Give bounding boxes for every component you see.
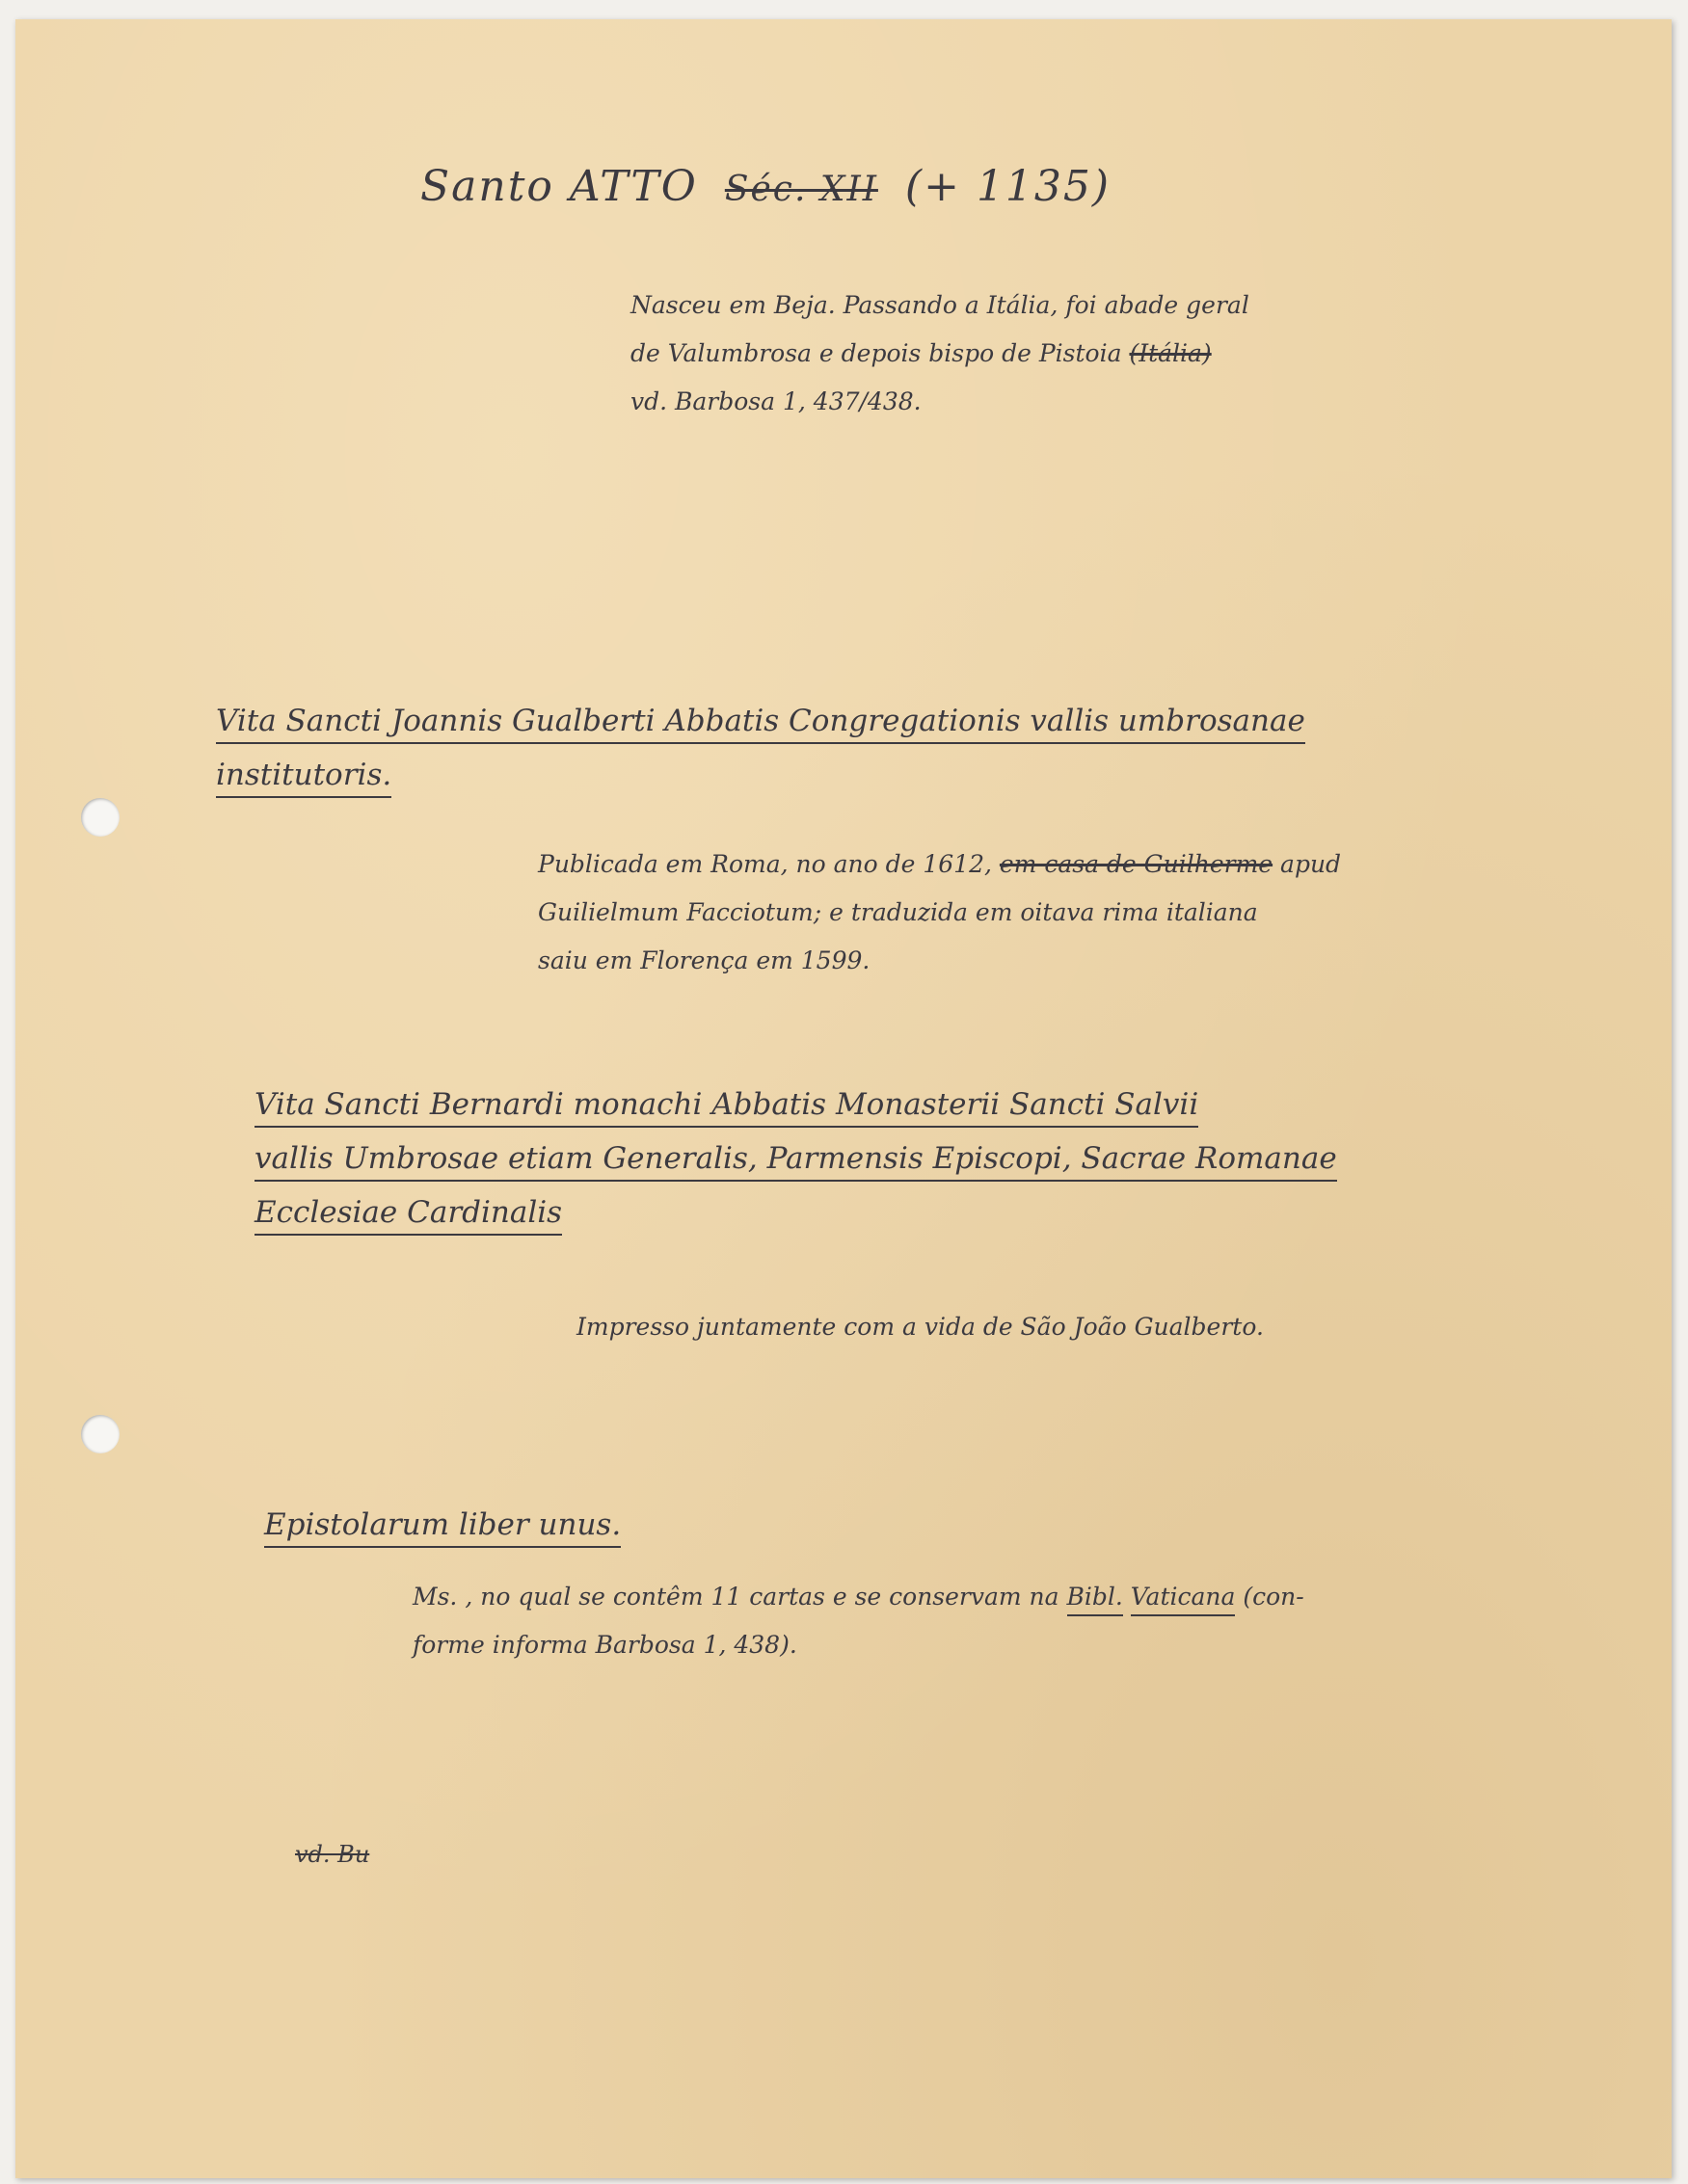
work-3-note-line-1-b: (con- xyxy=(1243,1583,1304,1611)
work-1-note-line-1 xyxy=(538,840,1341,889)
work-3-note-line-1 xyxy=(413,1573,1304,1621)
bio-line-2-struck: (Itália) xyxy=(1129,339,1212,367)
punch-hole-upper xyxy=(81,798,120,837)
work-1-note-line-1-b: apud xyxy=(1280,850,1342,878)
work-1-note-line-3: saiu em Florença em 1599. xyxy=(538,946,871,974)
title-dates: (+ 1135) xyxy=(904,162,1112,211)
work-1-title xyxy=(216,694,1305,802)
paper-sheet xyxy=(15,19,1672,2178)
bio-line-2 xyxy=(630,330,1249,378)
footer-initials: vd. Bu xyxy=(295,1841,370,1868)
work-2-title-line-2 xyxy=(255,1132,1337,1185)
work-3-note-line-1-u2: Vaticana xyxy=(1131,1583,1236,1616)
work-3-title xyxy=(264,1498,621,1552)
work-2-title xyxy=(255,1078,1337,1239)
title-name: Santo ATTO xyxy=(420,162,698,211)
work-3-note xyxy=(413,1573,1304,1669)
bio-line-3: vd. Barbosa 1, 437/438. xyxy=(630,387,922,415)
work-2-title-line-2-c: , Sacrae Romanae xyxy=(1062,1141,1337,1182)
work-3-note-line-1-a: Ms. , no qual se contêm 11 cartas e se conservam na xyxy=(413,1583,1059,1611)
work-1-note-line-1-a: Publicada em Roma, no ano de 1612, xyxy=(538,850,992,878)
work-2-title-line-1: Vita Sancti Bernardi monachi Abbatis Monasterii Sancti Salvii xyxy=(255,1087,1198,1128)
work-3-title-line-1: Epistolarum liber unus. xyxy=(264,1507,621,1548)
bio-line-1: Nasceu em Beja. Passando a Itália, foi abade geral xyxy=(630,291,1249,319)
work-2-note-line-1: Impresso juntamente com a vida de São João Gualberto. xyxy=(576,1313,1264,1341)
bio-line-2-text: de Valumbrosa e depois bispo de Pistoia xyxy=(630,339,1122,367)
work-1-note-line-1-struck: em casa de Guilherme xyxy=(999,850,1273,878)
punch-hole-lower xyxy=(81,1415,120,1453)
work-1-title-line-1: Vita Sancti Joannis Gualberti Abbatis Congregationis vallis umbrosanae xyxy=(216,704,1305,744)
work-1-title-line-2: institutoris. xyxy=(216,758,391,798)
work-2-title-line-3: Ecclesiae Cardinalis xyxy=(255,1195,562,1236)
work-2-note xyxy=(576,1303,1264,1351)
work-3-note-line-2: forme informa Barbosa 1, 438). xyxy=(413,1631,797,1659)
work-1-note-line-2: Guilielmum Facciotum; e traduzida em oitava rima italiana xyxy=(538,898,1258,926)
work-1-note xyxy=(538,840,1341,985)
work-3-note-line-1-u1: Bibl. xyxy=(1067,1583,1123,1616)
work-2-title-line-2-a: vallis Umbrosae etiam Generalis xyxy=(255,1141,748,1182)
bio-note xyxy=(630,281,1249,426)
work-2-title-line-2-b: , Parmensis Episcopi xyxy=(748,1141,1062,1182)
page-title xyxy=(420,162,1111,211)
title-struck-century: Séc. XII xyxy=(724,170,878,209)
